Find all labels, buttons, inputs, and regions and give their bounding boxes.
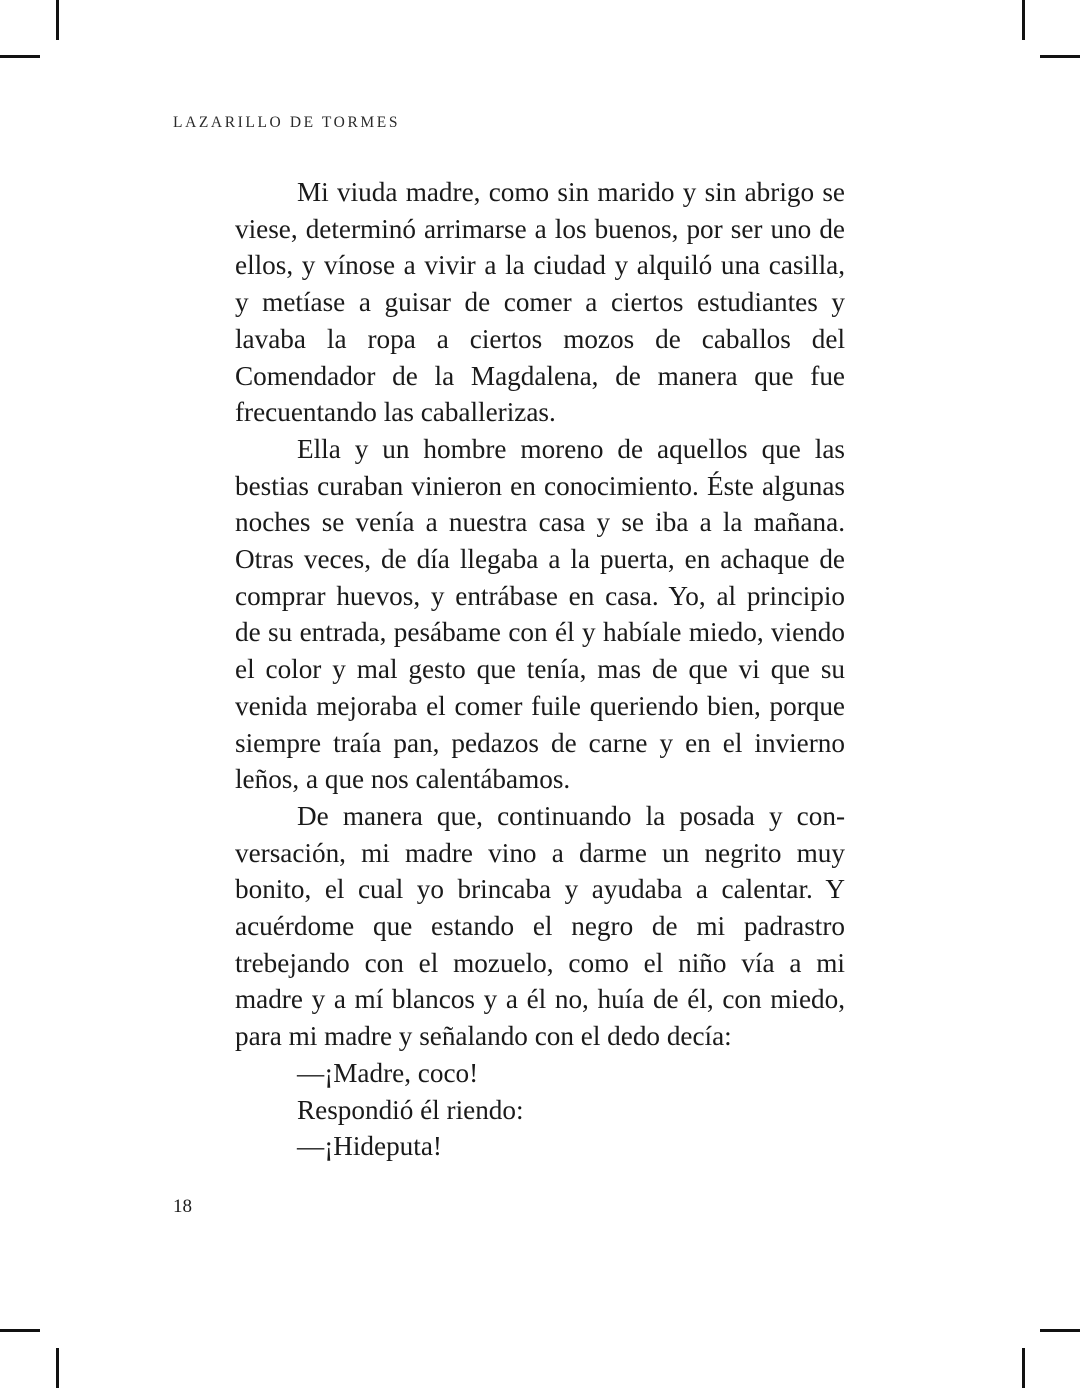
dialogue-line: Respondió él riendo: [297, 1094, 524, 1125]
crop-mark-bottom-right-vertical [1022, 1348, 1025, 1388]
crop-mark-top-left-vertical [56, 0, 59, 40]
crop-mark-bottom-left-vertical [56, 1348, 59, 1388]
paragraph: Mi viuda madre, como sin marido y sin abrigo se viese, determinó arrimarse a los buenos, por ser uno de ellos, y vínose a vivir a la ciudad y alquiló una casilla, y metíase a guisar de comer a ciertos estudiantes y lavaba la ropa a ciertos mozos de caballos del Comendador de la Magdalena, de manera que fue frecuentando las caballerizas. [235, 177, 845, 428]
paragraph: Ella y un hombre moreno de aquellos que las bestias curaban vinieron en conocimiento. Éste algunas noches se venía a nuestra casa y se iba a la mañana. Otras veces, de día llegaba a la puerta, en achaque de comprar huevos, y entrábase en casa. Yo, al principio de su entrada, pesábame con él y habíale miedo, viendo el color y mal gesto que tenía, mas de que vi que su venida mejoraba el comer fuile queriendo bien, porque siempre traía pan, pedazos de carne y en el invierno leños, a que nos calentábamos. [235, 433, 845, 795]
crop-mark-top-right-vertical [1022, 0, 1025, 40]
dialogue-line: —¡Hideputa! [297, 1131, 442, 1162]
dialogue-line: —¡Madre, coco! [297, 1057, 479, 1088]
page-number: 18 [173, 1196, 192, 1217]
crop-mark-bottom-right-horizontal [1040, 1329, 1080, 1332]
crop-mark-top-right-horizontal [1040, 55, 1080, 58]
crop-mark-top-left-horizontal [0, 55, 40, 58]
crop-mark-bottom-left-horizontal [0, 1329, 40, 1332]
body-text [235, 174, 845, 1165]
paragraph: De manera que, continuando la posada y conversación, mi madre vino a darme un negrito muy bonito, el cual yo brincaba y ayudaba a calentar. Y acuérdome que estando el negro de mi padrastro trebejando con el mozuelo, como el niño vía a mi madre y a mí blancos y a él no, huía de él, con miedo, para mi madre y señalando con el dedo decía: [235, 800, 845, 1052]
running-head: LAZARILLO DE TORMES [173, 114, 401, 131]
